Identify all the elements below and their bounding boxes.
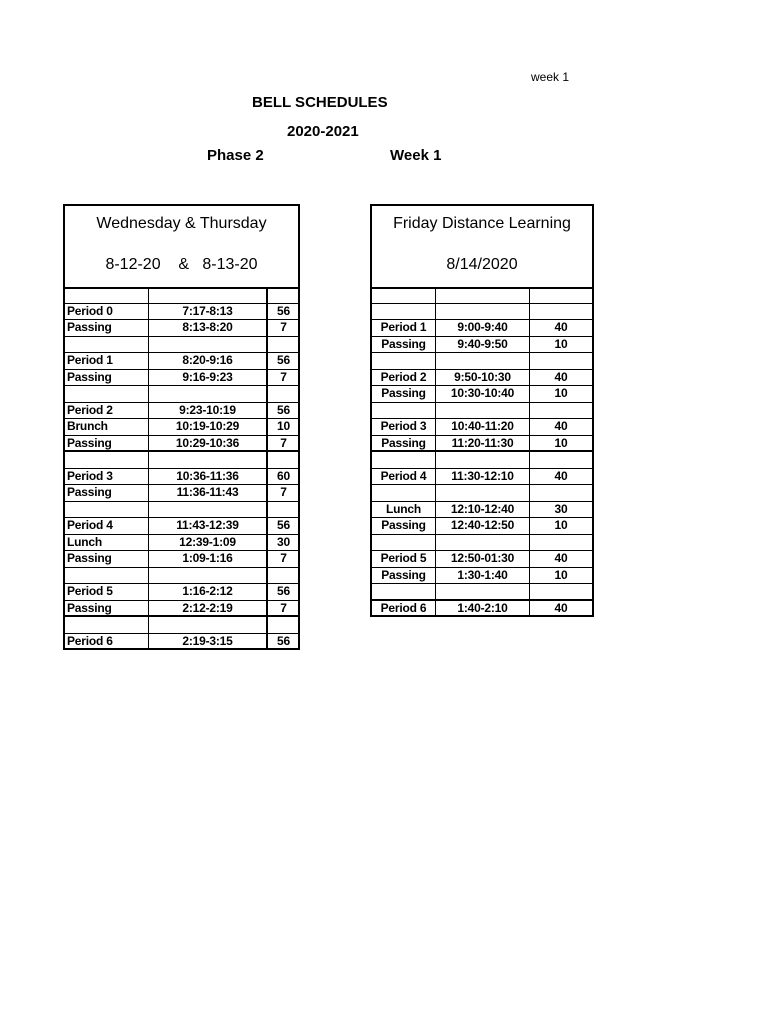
activity-cell <box>372 304 436 320</box>
activity-cell: Passing <box>372 518 436 534</box>
activity-cell: Period 5 <box>65 584 149 600</box>
minutes-cell <box>530 287 592 303</box>
minutes-cell: 10 <box>554 567 568 582</box>
time-cell <box>149 452 268 468</box>
table-row <box>65 304 298 321</box>
activity-cell: Passing <box>65 370 149 386</box>
table-row <box>372 287 592 304</box>
activity-cell: Passing <box>372 436 436 451</box>
table-row <box>372 568 592 585</box>
table-row <box>65 452 298 469</box>
activity-cell: Period 0 <box>65 304 149 320</box>
activity-cell <box>65 337 149 353</box>
minutes-cell: 30 <box>554 501 568 516</box>
minutes-cell: 56 <box>277 402 290 417</box>
minutes-cell: 10 <box>554 435 568 450</box>
time-cell: 1:40-2:10 <box>436 601 530 618</box>
time-cell: 2:12-2:19 <box>149 601 268 616</box>
table-row <box>65 518 298 535</box>
table-row <box>372 386 592 403</box>
table-row <box>65 535 298 552</box>
minutes-cell <box>268 617 299 633</box>
table-row <box>372 485 592 502</box>
table-row <box>65 601 298 618</box>
schedule-rows <box>65 287 298 650</box>
minutes-cell: 7 <box>280 551 287 565</box>
activity-cell: Lunch <box>372 502 436 518</box>
minutes-cell: 10 <box>554 386 568 400</box>
table-row <box>372 551 592 568</box>
time-cell <box>436 485 530 501</box>
time-cell: 10:40-11:20 <box>436 419 530 435</box>
time-cell: 10:30-10:40 <box>436 386 530 402</box>
schedule-dates: 8-12-20 & 8-13-20 <box>105 256 258 273</box>
schedule-rows <box>372 287 592 617</box>
minutes-cell <box>268 568 299 584</box>
time-cell: 1:30-1:40 <box>436 568 530 584</box>
activity-cell <box>372 452 436 468</box>
minutes-cell: 7 <box>280 485 287 499</box>
activity-cell: Period 4 <box>372 469 436 485</box>
table-row <box>65 485 298 502</box>
activity-cell <box>372 403 436 419</box>
time-cell: 10:19-10:29 <box>149 419 268 435</box>
minutes-cell: 40 <box>554 369 568 384</box>
minutes-cell <box>530 353 592 369</box>
activity-cell <box>65 568 149 584</box>
activity-cell: Passing <box>372 386 436 402</box>
activity-cell: Period 5 <box>372 551 436 567</box>
activity-cell: Passing <box>65 551 149 567</box>
time-cell: 2:19-3:15 <box>149 634 268 651</box>
activity-cell: Period 1 <box>65 353 149 369</box>
table-row <box>372 370 592 387</box>
minutes-cell: 56 <box>277 303 290 318</box>
activity-cell <box>372 584 436 599</box>
schedule-dates: 8/14/2020 <box>446 256 518 273</box>
activity-cell: Passing <box>65 485 149 501</box>
time-cell: 10:29-10:36 <box>149 436 268 451</box>
table-row <box>372 320 592 337</box>
table-row <box>65 551 298 568</box>
table-row <box>65 436 298 453</box>
activity-cell <box>65 502 149 518</box>
table-row <box>372 403 592 420</box>
time-cell <box>149 568 268 584</box>
time-cell <box>436 353 530 369</box>
time-cell <box>149 617 268 633</box>
time-cell <box>436 403 530 419</box>
schedule-header <box>372 206 592 289</box>
time-cell: 8:13-8:20 <box>149 320 268 336</box>
activity-cell: Period 3 <box>372 419 436 435</box>
minutes-cell: 56 <box>277 633 290 648</box>
activity-cell: Period 1 <box>372 320 436 336</box>
table-row <box>65 568 298 585</box>
activity-cell <box>65 617 149 633</box>
time-cell: 10:36-11:36 <box>149 469 268 485</box>
time-cell: 12:50-01:30 <box>436 551 530 567</box>
table-row <box>65 370 298 387</box>
time-cell: 9:00-9:40 <box>436 320 530 336</box>
activity-cell <box>65 287 149 303</box>
time-cell: 7:17-8:13 <box>149 304 268 320</box>
time-cell: 11:43-12:39 <box>149 518 268 534</box>
wednesday-thursday-schedule <box>63 204 300 650</box>
time-cell: 12:39-1:09 <box>149 535 268 551</box>
time-cell: 9:40-9:50 <box>436 337 530 353</box>
minutes-cell: 7 <box>280 320 287 334</box>
activity-cell: Passing <box>65 601 149 616</box>
minutes-cell <box>530 535 592 551</box>
time-cell: 11:36-11:43 <box>149 485 268 501</box>
school-year: 2020-2021 <box>287 123 359 140</box>
activity-cell: Passing <box>65 436 149 451</box>
minutes-cell <box>530 452 592 468</box>
table-row <box>372 518 592 535</box>
schedule-heading: Friday Distance Learning <box>393 215 571 232</box>
table-row <box>372 436 592 453</box>
minutes-cell: 40 <box>554 468 568 483</box>
table-row <box>372 337 592 354</box>
time-cell: 12:10-12:40 <box>436 502 530 518</box>
table-row <box>372 304 592 321</box>
time-cell: 1:09-1:16 <box>149 551 268 567</box>
table-row <box>372 601 592 618</box>
table-row <box>372 584 592 601</box>
activity-cell <box>65 386 149 402</box>
minutes-cell <box>268 502 299 518</box>
time-cell <box>149 287 268 303</box>
time-cell: 12:40-12:50 <box>436 518 530 534</box>
minutes-cell: 30 <box>277 534 290 549</box>
minutes-cell <box>530 403 592 419</box>
activity-cell: Passing <box>372 337 436 353</box>
minutes-cell: 40 <box>554 419 568 433</box>
minutes-cell: 10 <box>554 336 568 351</box>
table-row <box>65 386 298 403</box>
minutes-cell: 7 <box>280 369 287 384</box>
activity-cell: Passing <box>372 568 436 584</box>
activity-cell <box>372 535 436 551</box>
table-row <box>372 452 592 469</box>
minutes-cell <box>268 452 299 468</box>
minutes-cell <box>530 304 592 320</box>
minutes-cell <box>268 337 299 353</box>
time-cell <box>436 535 530 551</box>
table-row <box>65 353 298 370</box>
time-cell <box>149 337 268 353</box>
friday-distance-learning-schedule <box>370 204 594 617</box>
activity-cell: Period 2 <box>372 370 436 386</box>
activity-cell <box>372 353 436 369</box>
time-cell <box>436 304 530 320</box>
week-note: week 1 <box>531 70 570 84</box>
time-cell <box>149 502 268 518</box>
minutes-cell: 40 <box>554 600 568 615</box>
minutes-cell: 60 <box>277 468 290 483</box>
table-row <box>65 287 298 304</box>
activity-cell: Period 6 <box>65 634 149 651</box>
minutes-cell: 56 <box>277 584 290 598</box>
activity-cell: Passing <box>65 320 149 336</box>
activity-cell: Period 6 <box>372 601 436 618</box>
minutes-cell: 56 <box>277 518 290 532</box>
week-label: Week 1 <box>390 147 442 164</box>
minutes-cell: 10 <box>277 419 290 433</box>
minutes-cell: 7 <box>280 435 287 450</box>
activity-cell <box>372 485 436 501</box>
table-row <box>65 634 298 651</box>
minutes-cell <box>530 584 592 599</box>
time-cell <box>436 287 530 303</box>
minutes-cell <box>530 485 592 501</box>
activity-cell <box>65 452 149 468</box>
table-row <box>372 353 592 370</box>
activity-cell: Lunch <box>65 535 149 551</box>
time-cell: 11:20-11:30 <box>436 436 530 451</box>
schedule-heading: Wednesday & Thursday <box>96 215 267 232</box>
activity-cell: Period 3 <box>65 469 149 485</box>
table-row <box>65 403 298 420</box>
table-row <box>65 419 298 436</box>
time-cell <box>149 386 268 402</box>
time-cell: 9:23-10:19 <box>149 403 268 419</box>
table-row <box>65 469 298 486</box>
table-row <box>65 337 298 354</box>
table-row <box>372 535 592 552</box>
phase-label: Phase 2 <box>207 147 264 164</box>
table-row <box>372 502 592 519</box>
time-cell <box>436 452 530 468</box>
table-row <box>65 617 298 634</box>
minutes-cell: 10 <box>554 518 568 532</box>
time-cell <box>436 584 530 599</box>
minutes-cell: 56 <box>277 353 290 367</box>
minutes-cell: 40 <box>554 551 568 565</box>
activity-cell: Brunch <box>65 419 149 435</box>
activity-cell: Period 2 <box>65 403 149 419</box>
activity-cell <box>372 287 436 303</box>
activity-cell: Period 4 <box>65 518 149 534</box>
time-cell: 8:20-9:16 <box>149 353 268 369</box>
minutes-cell: 7 <box>280 600 287 615</box>
table-row <box>65 502 298 519</box>
minutes-cell <box>268 386 299 402</box>
minutes-cell <box>268 287 299 303</box>
table-row <box>65 320 298 337</box>
time-cell: 9:50-10:30 <box>436 370 530 386</box>
table-row <box>372 469 592 486</box>
table-row <box>65 584 298 601</box>
schedule-header <box>65 206 298 289</box>
time-cell: 1:16-2:12 <box>149 584 268 600</box>
table-row <box>372 419 592 436</box>
time-cell: 11:30-12:10 <box>436 469 530 485</box>
time-cell: 9:16-9:23 <box>149 370 268 386</box>
minutes-cell: 40 <box>554 320 568 334</box>
document-title: BELL SCHEDULES <box>252 94 388 111</box>
